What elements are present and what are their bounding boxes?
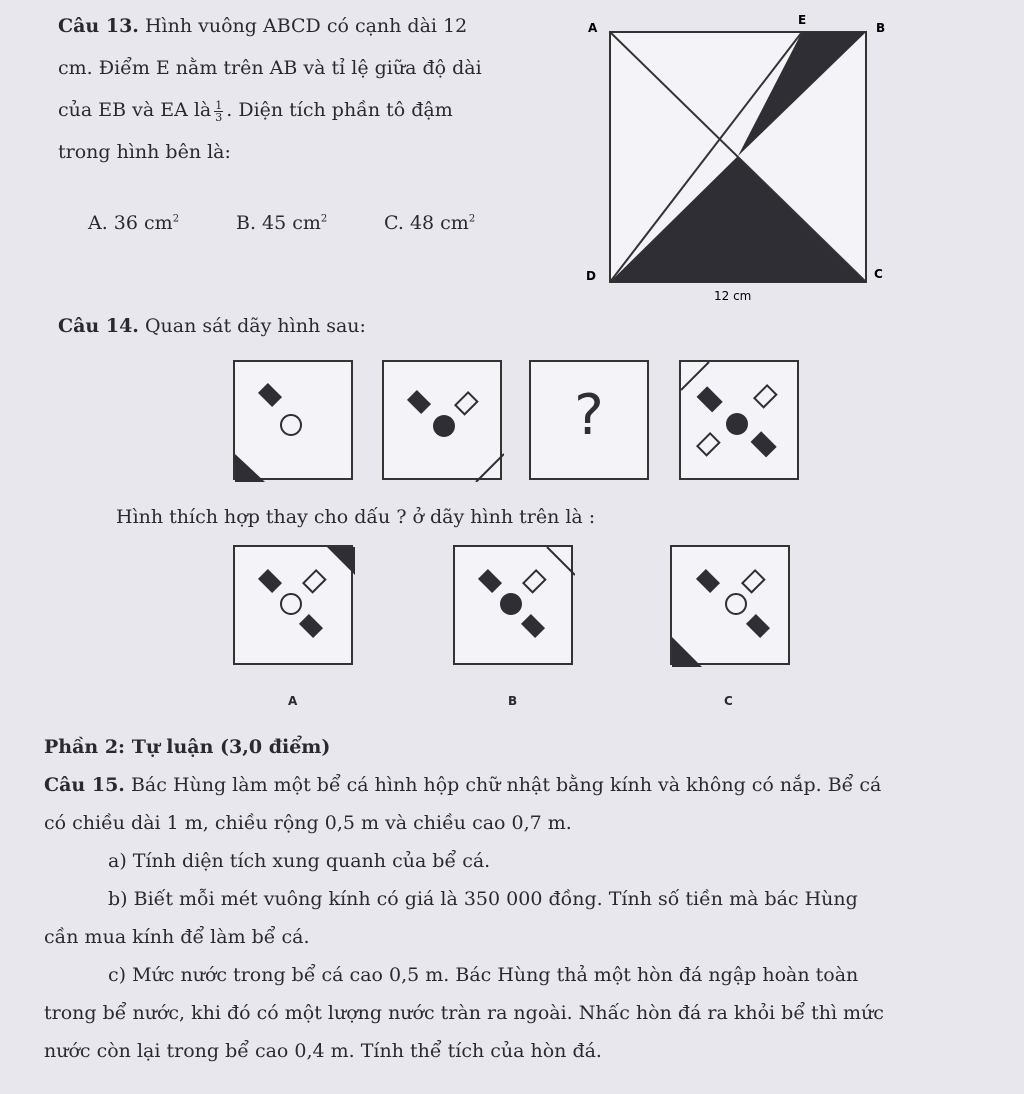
choice-a-figure-svg xyxy=(235,547,355,667)
q13-line1-text: Hình vuông ABCD có cạnh dài 12 xyxy=(144,15,468,37)
choice-a-label: A xyxy=(288,694,298,708)
q15-part-b-line1: b) Biết mỗi mét vuông kính có giá là 350 000 đồng. Tính số tiền mà bác Hùng xyxy=(108,888,858,910)
corner-line xyxy=(681,362,709,390)
black-circle xyxy=(726,413,748,435)
q14-header xyxy=(58,312,366,341)
q15-line2: có chiều dài 1 m, chiều rộng 0,5 m và chiều cao 0,7 m. xyxy=(44,812,572,834)
q13-option-b xyxy=(236,212,327,234)
q15-block xyxy=(44,766,984,1070)
corner-shade xyxy=(327,547,355,575)
q13-line3 xyxy=(58,96,538,125)
q13-fraction xyxy=(214,100,223,123)
q15-part-c-line2: trong bể nước, khi đó có một lượng nước tràn ra ngoài. Nhấc hòn đá ra khỏi bể thì mức xyxy=(44,1002,884,1024)
option-b-sup: 2 xyxy=(320,213,328,225)
fraction-denominator: 3 xyxy=(215,110,223,124)
white-diamond xyxy=(455,392,477,414)
q13-option-c xyxy=(384,212,475,234)
q15-part-c-line1: c) Mức nước trong bể cá cao 0,5 m. Bác Hùng thả một hòn đá ngập hoàn toàn xyxy=(108,964,859,986)
sequence-figure-3-unknown xyxy=(529,360,649,480)
q13-text xyxy=(58,12,538,167)
q13-line1 xyxy=(58,12,538,41)
sequence-figure-2 xyxy=(382,360,502,480)
part2-heading: Phần 2: Tự luận (3,0 điểm) xyxy=(44,736,331,758)
q13-line2: cm. Điểm E nằm trên AB và tỉ lệ giữa độ dài xyxy=(58,57,482,79)
option-b-text: B. 45 cm xyxy=(236,212,321,234)
sequence-figure-2-svg xyxy=(384,362,504,482)
black-diamond xyxy=(258,569,282,593)
q15-part-c-line3: nước còn lại trong bể cao 0,4 m. Tính thể tích của hòn đá. xyxy=(44,1040,602,1062)
choice-b-label: B xyxy=(508,694,518,708)
white-circle xyxy=(281,415,301,435)
black-diamond-top xyxy=(697,386,723,412)
q14-text: Quan sát dãy hình sau: xyxy=(144,315,366,337)
black-diamond-bottom xyxy=(746,614,770,638)
black-diamond-bottom xyxy=(299,614,323,638)
vertex-c-label: C xyxy=(874,267,883,281)
black-diamond-bottom xyxy=(751,431,777,457)
black-diamond xyxy=(696,569,720,593)
white-diamond xyxy=(523,570,545,592)
q15-line1-text: Bác Hùng làm một bể cá hình hộp chữ nhật bằng kính và không có nắp. Bể cá xyxy=(130,774,882,796)
choice-b-figure[interactable] xyxy=(453,545,573,665)
q13-title: Câu 13. xyxy=(58,15,139,37)
white-circle xyxy=(726,594,746,614)
choice-c-label: C xyxy=(724,694,733,708)
corner-shade xyxy=(235,454,265,482)
option-c-sup: 2 xyxy=(468,213,476,225)
q15-part-a: a) Tính diện tích xung quanh của bể cá. xyxy=(108,850,491,872)
black-diamond xyxy=(478,569,502,593)
q14-title: Câu 14. xyxy=(58,315,139,337)
choice-a-figure[interactable] xyxy=(233,545,353,665)
side-length-label: 12 cm xyxy=(714,289,752,303)
vertex-e-label: E xyxy=(798,13,807,27)
q13-line3-post: . Diện tích phần tô đậm xyxy=(226,99,453,121)
black-circle xyxy=(500,593,522,615)
choice-c-figure[interactable] xyxy=(670,545,790,665)
white-diamond-top xyxy=(754,385,776,407)
q14-prompt: Hình thích hợp thay cho dấu ? ở dãy hình trên là : xyxy=(116,506,596,528)
vertex-a-label: A xyxy=(588,21,598,35)
option-a-text: A. 36 cm xyxy=(88,212,173,234)
white-circle xyxy=(281,594,301,614)
option-c-text: C. 48 cm xyxy=(384,212,469,234)
white-diamond-bottom xyxy=(697,433,719,455)
black-diamond xyxy=(407,390,431,414)
q15-line1 xyxy=(44,766,984,804)
white-diamond xyxy=(742,570,764,592)
corner-line xyxy=(476,454,504,482)
sequence-figure-1 xyxy=(233,360,353,480)
q13-line3-pre: của EB và EA là xyxy=(58,99,212,121)
fraction-numerator: 1 xyxy=(215,98,223,112)
q13-line4: trong hình bên là: xyxy=(58,141,231,163)
q15-title: Câu 15. xyxy=(44,774,125,796)
question-mark: ? xyxy=(574,383,604,448)
choice-b-figure-svg xyxy=(455,547,575,667)
sequence-figure-4-svg xyxy=(681,362,801,482)
black-diamond xyxy=(258,383,282,407)
corner-line xyxy=(547,547,575,575)
black-circle xyxy=(433,415,455,437)
sequence-figure-4 xyxy=(679,360,799,480)
q13-square-figure xyxy=(580,10,900,310)
choice-c-figure-svg xyxy=(672,547,792,667)
vertex-b-label: B xyxy=(876,21,886,35)
q15-part-b-line2: cần mua kính để làm bể cá. xyxy=(44,926,310,948)
sequence-figure-1-svg xyxy=(235,362,355,482)
vertex-d-label: D xyxy=(586,269,596,283)
white-diamond xyxy=(303,570,325,592)
q13-option-a xyxy=(88,212,179,234)
corner-shade xyxy=(672,637,702,667)
black-diamond-bottom xyxy=(521,614,545,638)
option-a-sup: 2 xyxy=(172,213,180,225)
